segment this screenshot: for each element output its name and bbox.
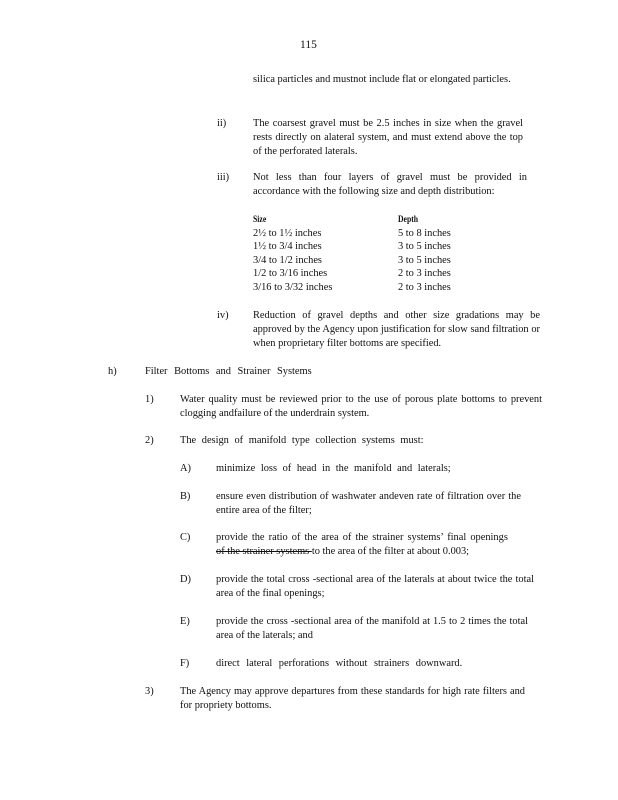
table-cell-size: 3/4 to 1/2 inches — [253, 255, 322, 266]
item-number: iv) — [217, 310, 229, 321]
section-letter: h) — [108, 366, 117, 377]
subitem-text-line2 — [216, 545, 546, 559]
item-text: The design of manifold type collection systems must: — [180, 435, 424, 446]
subitem-letter: C) — [180, 532, 191, 543]
table-cell-size: 2½ to 1½ inches — [253, 228, 322, 239]
continuation-paragraph: silica particles and mustnot include flat or elongated particles. — [253, 74, 511, 85]
subitem-text-line1: provide the ratio of the area of the strainer systems’ final openings — [216, 532, 508, 543]
table-cell-depth: 5 to 8 inches — [398, 228, 451, 239]
table-cell-depth: 2 to 3 inches — [398, 268, 451, 279]
item-number: ii) — [217, 118, 227, 129]
item-text: Water quality must be reviewed prior to the use of porous plate bottoms to prevent clogging andfailure of the underdrain system. — [180, 394, 542, 419]
table-header-depth: Depth — [398, 215, 419, 225]
subitem-text-rest: to the area of the filter at about 0.003; — [311, 546, 470, 557]
section-title: Filter Bottoms and Strainer Systems — [145, 366, 312, 377]
table-cell-size: 3/16 to 3/32 inches — [253, 282, 333, 293]
item-number: iii) — [217, 172, 230, 183]
item-number: 1) — [145, 394, 154, 405]
item-number: 3) — [145, 686, 154, 697]
subitem-text: direct lateral perforations without strainers downward. — [216, 658, 463, 669]
item-text: The Agency may approve departures from these standards for high rate filters and for propriety bottoms. — [180, 686, 525, 711]
subitem-text: minimize loss of head in the manifold and laterals; — [216, 463, 451, 474]
struck-text: of the strainer systems — [216, 546, 312, 557]
subitem-letter: D) — [180, 574, 191, 585]
table-cell-depth: 2 to 3 inches — [398, 282, 451, 293]
subitem-letter: E) — [180, 616, 190, 627]
subitem-text: provide the cross -sectional area of the manifold at 1.5 to 2 times the total area of the laterals; and — [216, 616, 528, 641]
subitem-letter: B) — [180, 491, 191, 502]
table-cell-size: 1/2 to 3/16 inches — [253, 268, 328, 279]
item-text: Reduction of gravel depths and other size gradations may be approved by the Agency upon justification for slow sand filtration or when proprietary filter bottoms are specified. — [253, 310, 540, 349]
subitem-text: ensure even distribution of washwater andeven rate of filtration over the entire area of the filter; — [216, 491, 521, 516]
item-number: 2) — [145, 435, 154, 446]
table-cell-depth: 3 to 5 inches — [398, 255, 451, 266]
subitem-letter: A) — [180, 463, 191, 474]
item-text: The coarsest gravel must be 2.5 inches in size when the gravel rests directly on alateral system, and must extend above the top of the perforated laterals. — [253, 118, 523, 157]
subitem-text: provide the total cross -sectional area of the laterals at about twice the total area of the final openings; — [216, 574, 534, 599]
table-cell-size: 1½ to 3/4 inches — [253, 241, 322, 252]
table-header-size: Size — [253, 215, 267, 225]
item-text: Not less than four layers of gravel must be provided in accordance with the following size and depth distribution: — [253, 172, 527, 197]
subitem-letter: F) — [180, 658, 190, 669]
table-cell-depth: 3 to 5 inches — [398, 241, 451, 252]
page-number: 115 — [300, 39, 317, 51]
